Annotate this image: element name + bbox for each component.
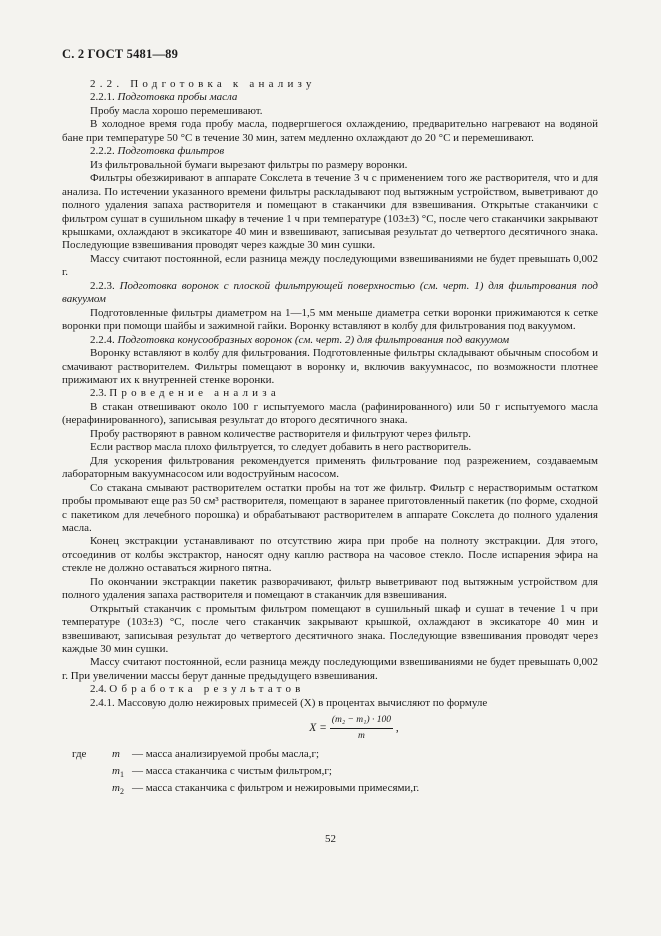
variable-description: — масса анализируемой пробы масла,г; — [132, 748, 320, 761]
paragraph: Для ускорения фильтрования рекомендуется применять фильтрование под разрежением, создаваемым лабораторным вакуумнасосом или водоструйным насосом. — [62, 454, 598, 481]
variable-symbol: m — [112, 748, 120, 761]
section-number: 2.2.3. — [90, 279, 115, 292]
section-2-2-4-heading — [62, 334, 598, 347]
section-title: Проведение анализа — [109, 387, 280, 400]
variable-definitions — [62, 748, 598, 799]
paragraph: Массу считают постоянной, если разница между последующими взвешиваниями не будет превышать 0,002 г. При увеличении массы берут данные предыдущего взвешивания. — [62, 656, 598, 682]
formula — [110, 714, 598, 743]
paragraph: Фильтры обезжиривают в аппарате Сокслета в течение 3 ч с применением того же растворителя, что и для анализа. По истечении указанного времени фильтры раскладывают под вытяжным устройством, выветривают до полного удаления запаха растворителя и помещают в стаканчики для взвешивания. Открытые стаканчики с фильтром сушат в сушильном шкафу в течение 1 ч при температуре (103±3) °С, после чего стаканчики закрывают крышками, охлаждают в эксикаторе 40 мин и взвешивают, записывая результат до четвертого десятичного знака. Последующие взвешивания проводят через каждые 30 мин сушки. — [62, 172, 598, 252]
section-number: 2.3. — [90, 387, 107, 400]
paragraph: Открытый стаканчик с промытым фильтром помещают в сушильный шкаф и сушат в течение 1 ч при температуре (103±3) °С, после чего стаканчик закрывают крышкой, охлаждают в эксикаторе 40 мин и взвешивают, записывая результат до четвертого десятичного знака. Последующие взвешивания проводят через каждые 30 мин сушки. — [62, 602, 598, 656]
section-2-4-heading — [62, 683, 598, 696]
definition-row — [62, 765, 598, 782]
paragraph: 2.4.1. Массовую долю нежировых примесей (X) в процентах вычисляют по формуле — [90, 696, 488, 709]
section-title: Подготовка фильтров — [117, 145, 225, 158]
page-header: С. 2 ГОСТ 5481—89 — [62, 47, 179, 61]
section-2-2-2-heading — [62, 145, 598, 158]
variable-symbol: $m_2$ — [112, 782, 124, 797]
page-content — [62, 78, 598, 799]
paragraph: Воронку вставляют в колбу для фильтрования. Подготовленные фильтры складывают обычным способом и смачивают растворителем. Фильтры помещают в воронку и, включив вакуумнасос, по возможности плотнее прижимают их к внутренней стенке воронки. — [62, 347, 598, 386]
section-2-2-1-heading — [62, 91, 598, 104]
section-number: 2.2.2. — [90, 145, 115, 158]
formula-denominator: m — [357, 731, 365, 742]
section-title: Подготовка воронок с плоской фильтрующей поверхностью (см. черт. 1) для фильтрования под вакуумом — [62, 279, 598, 306]
paragraph: Подготовленные фильтры диаметром на 1—1,5 мм меньше диаметра сетки воронки прижимаются к сетке воронки при помощи шайбы и зажимной гайки. Воронку вставляют в колбу для фильтрования под вакуумом. — [62, 306, 598, 333]
variable-symbol: $m_1$ — [112, 765, 124, 780]
paragraph: Пробу растворяют в равном количестве растворителя и фильтруют через фильтр. — [90, 427, 471, 440]
section-title: Обработка результатов — [109, 683, 305, 696]
section-2-2-heading — [62, 78, 598, 91]
section-number: 2.2.1. — [90, 91, 115, 104]
page-number: 52 — [325, 833, 336, 845]
paragraph: Пробу масла хорошо перемешивают. — [90, 104, 263, 117]
section-title: Подготовка конусообразных воронок (см. черт. 2) для фильтрования под вакуумом — [117, 333, 510, 346]
formula-numerator: (m₂ − m₁) · 100 — [330, 714, 393, 729]
section-number: 2.4. — [90, 683, 107, 696]
section-2-3-heading — [62, 387, 598, 400]
section-number: 2.2.4. — [90, 333, 115, 346]
formula-lhs: X = — [309, 722, 327, 735]
section-2-2-3-heading — [62, 280, 598, 307]
paragraph: Конец экстракции устанавливают по отсутствию жира при пробе на полноту экстракции. Для этого, отсоединив от колбы экстрактор, наносят одну каплю раствора на часовое стекло. После испарения эфира на стекле не должно оставаться жирного пятна. — [62, 535, 598, 575]
section-heading-text: 2.2. Подготовка к анализу — [90, 78, 316, 90]
paragraph: Из фильтровальной бумаги вырезают фильтры по размеру воронки. — [90, 158, 408, 171]
variable-description: — масса стаканчика с фильтром и нежировыми примесями,г. — [132, 782, 420, 795]
paragraph: Если раствор масла плохо фильтруется, то следует добавить в него растворитель. — [90, 441, 472, 454]
variable-description: — масса стаканчика с чистым фильтром,г; — [132, 765, 332, 778]
section-title: Подготовка пробы масла — [117, 91, 238, 104]
formula-tail: , — [395, 722, 399, 735]
paragraph: В стакан отвешивают около 100 г испытуемого масла (рафинированного) или 50 г испытуемого масла (нерафинированного), записывая результат до второго десятичного знака. — [62, 400, 598, 427]
paragraph: По окончании экстракции пакетик разворачивают, фильтр выветривают под вытяжным устройством для полного удаления запаха растворителя и помещают в стаканчик для взвешивания. — [62, 575, 598, 602]
paragraph: Со стакана смывают растворителем остатки пробы на тот же фильтр. Фильтр с нерастворимым остатком пробы промывают еще раз 50 см³ растворителя, помещают в заранее приготовленный пакетик (по форме, сходной с пакетиком для лечебного порошка) и обрабатывают растворителем в аппарате Сокслета до полного удаления масла. — [62, 481, 598, 534]
formula-fraction — [330, 714, 393, 743]
definition-row — [62, 748, 598, 765]
paragraph: В холодное время года пробу масла, подвергшегося охлаждению, предварительно нагревают на водяной бане при температуре 50 °С в течение 30 мин, затем медленно охлаждают до 20 °С и перемешивают. — [62, 118, 598, 144]
paragraph: Массу считают постоянной, если разница между последующими взвешиваниями не будет превышать 0,002 г. — [62, 252, 598, 279]
definition-row — [62, 782, 598, 799]
where-label: где — [72, 748, 87, 761]
